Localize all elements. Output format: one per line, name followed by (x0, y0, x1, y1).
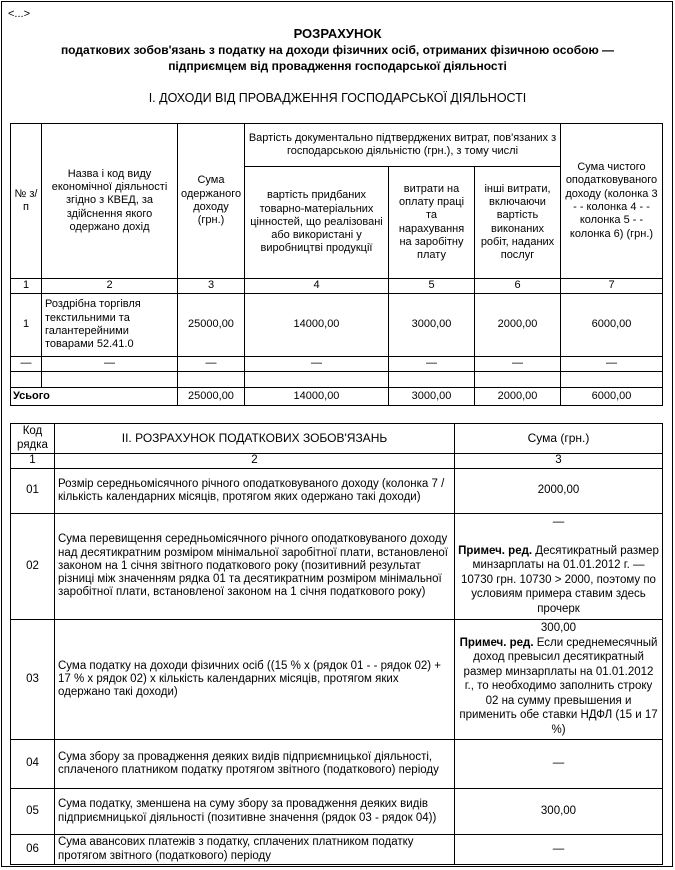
header-net-income: Сума чистого оподатковуваного доходу (колонка 3 - - колонка 4 - - колонка 5 - - колонка 6) (грн.) (561, 124, 663, 279)
row-sum: 2000,00 (455, 469, 663, 514)
row-sum: — (552, 516, 565, 528)
row-net-income: — (561, 357, 663, 372)
total-exp-labor: 3000,00 (389, 388, 475, 406)
subtitle-line-1: податкових зобов'язань з податку на доходи фізичних осіб, отриманих фізичною особою — (60, 43, 615, 57)
header-activity-name: Назва і код виду економічної діяльності згідно з КВЕД, за здійснення якого одержано дохід (42, 124, 178, 279)
income-table (10, 123, 663, 406)
row-sum: 300,00 (540, 622, 577, 634)
header-row-code: Код рядка (11, 424, 55, 454)
header-sum: Сума (грн.) (455, 424, 663, 454)
editor-note-label: Примеч. ред. (459, 636, 534, 649)
header-exp-goods: вартість придбаних товарно-матеріальних цінностей, що реалізовані або використані у виробництві продукції (245, 167, 389, 279)
editor-note-label: Примеч. ред. (458, 544, 533, 557)
subtitle-line-2: підприємцем від провадження господарської діяльності (168, 59, 507, 73)
col-number: 6 (475, 279, 561, 294)
row-exp-goods: — (245, 357, 389, 372)
row-code: 06 (11, 835, 55, 865)
section-2-title: ІІ. РОЗРАХУНОК ПОДАТКОВИХ ЗОБОВ'ЯЗАНЬ (55, 424, 455, 454)
row-code: 01 (11, 469, 55, 514)
column-numbers-row (11, 279, 663, 294)
row-code: 02 (11, 514, 55, 620)
col-number: 5 (389, 279, 475, 294)
total-exp-other: 2000,00 (475, 388, 561, 406)
document-subtitle (0, 42, 675, 74)
row-code: 04 (11, 740, 55, 789)
row-description: Сума податку на доходи фізичних осіб ((15 % х (рядок 01 - - рядок 02) + 17 % х рядок 02) х кількість календарних місяців, протягом яких одержано такі доходи) (55, 620, 455, 740)
row-sum-cell (455, 620, 663, 740)
header-exp-other: інші витрати, включаючи вартість виконаних робіт, наданих послуг (475, 167, 561, 279)
row-exp-labor: 3000,00 (389, 294, 475, 357)
header-num: № з/п (11, 124, 42, 279)
table-row (11, 835, 663, 865)
col-number: 4 (245, 279, 389, 294)
row-net-income: 6000,00 (561, 294, 663, 357)
column-numbers-row (11, 454, 663, 469)
header-expenses-group: Вартість документально підтверджених витрат, пов'язаних з господарською діяльністю (грн.), з тому числі (245, 124, 561, 167)
col-number: 2 (42, 279, 178, 294)
row-sum: — (455, 835, 663, 865)
total-income: 25000,00 (178, 388, 245, 406)
row-exp-labor: — (389, 357, 475, 372)
row-activity-name: — (42, 357, 178, 372)
row-sum: — (455, 740, 663, 789)
row-code: 05 (11, 789, 55, 835)
tax-calculation-table (10, 423, 663, 865)
table-row (11, 740, 663, 789)
col-number: 2 (55, 454, 455, 469)
table-row (11, 620, 663, 740)
editor-note-text: Если среднемесячный доход превысил десятикратный размер минзарплаты на 01.01.2012 г., то необходимо заполнить строку 02 на сумму превышения и применить обе ставки НДФЛ (15 и 17 %) (459, 636, 658, 736)
col-number: 3 (178, 279, 245, 294)
row-income: — (178, 357, 245, 372)
table-row (11, 789, 663, 835)
editor-note-text: Десятикратный размер минзарплаты на 01.01.2012 г. — 10730 грн. 10730 > 2000, поэтому по условиям примера ставим здесь прочерк (461, 544, 659, 615)
row-description: Сума авансових платежів з податку, сплачених платником податку протягом звітного (податкового) періоду (55, 835, 455, 865)
row-code: 03 (11, 620, 55, 740)
header-exp-labor: витрати на оплату праці та нарахування на заробітну плату (389, 167, 475, 279)
col-number: 1 (11, 279, 42, 294)
empty-row (11, 372, 663, 388)
table-row (11, 357, 663, 372)
row-sum-cell (455, 514, 663, 620)
row-description: Сума податку, зменшена на суму збору за провадження деяких видів підприємницької діяльності (позитивне значення (рядок 03 - рядок 04)) (55, 789, 455, 835)
total-net-income: 6000,00 (561, 388, 663, 406)
section-1-title: І. ДОХОДИ ВІД ПРОВАДЖЕННЯ ГОСПОДАРСЬКОЇ ДІЯЛЬНОСТІ (148, 91, 527, 105)
col-number: 1 (11, 454, 55, 469)
row-sum: 300,00 (455, 789, 663, 835)
col-number: 7 (561, 279, 663, 294)
omission-mark: <...> (8, 8, 31, 20)
row-description: Розмір середньомісячного річного оподатковуваного доходу (колонка 7 / кількість календарних місяців, протягом яких одержано такі доходи) (55, 469, 455, 514)
row-income: 25000,00 (178, 294, 245, 357)
total-exp-goods: 14000,00 (245, 388, 389, 406)
row-description: Сума перевищення середньомісячного річного оподатковуваного доходу над десятикратним розміром мінімальної заробітної плати, встановленої законом на 1 січня звітного податкового року (позитивний результат різниці між значенням рядка 01 та десятикратним розміром мінімальної заробітної плати, встановленої законом на 1 січня податкового року) (55, 514, 455, 620)
table-row (11, 294, 663, 357)
row-exp-other: 2000,00 (475, 294, 561, 357)
total-label: Усього (11, 388, 178, 406)
row-activity-name: Роздрібна торгівля текстильними та галантерейними товарами 52.41.0 (42, 294, 178, 357)
row-exp-goods: 14000,00 (245, 294, 389, 357)
table-row (11, 469, 663, 514)
table-row (11, 514, 663, 620)
col-number: 3 (455, 454, 663, 469)
row-num: 1 (11, 294, 42, 357)
row-exp-other: — (475, 357, 561, 372)
total-row (11, 388, 663, 406)
header-income: Сума одержаного доходу (грн.) (178, 124, 245, 279)
row-description: Сума збору за провадження деяких видів підприємницької діяльності, сплаченого платником податку протягом звітного (податкового) періоду (55, 740, 455, 789)
document-title: РОЗРАХУНОК (293, 26, 382, 41)
row-num: — (11, 357, 42, 372)
